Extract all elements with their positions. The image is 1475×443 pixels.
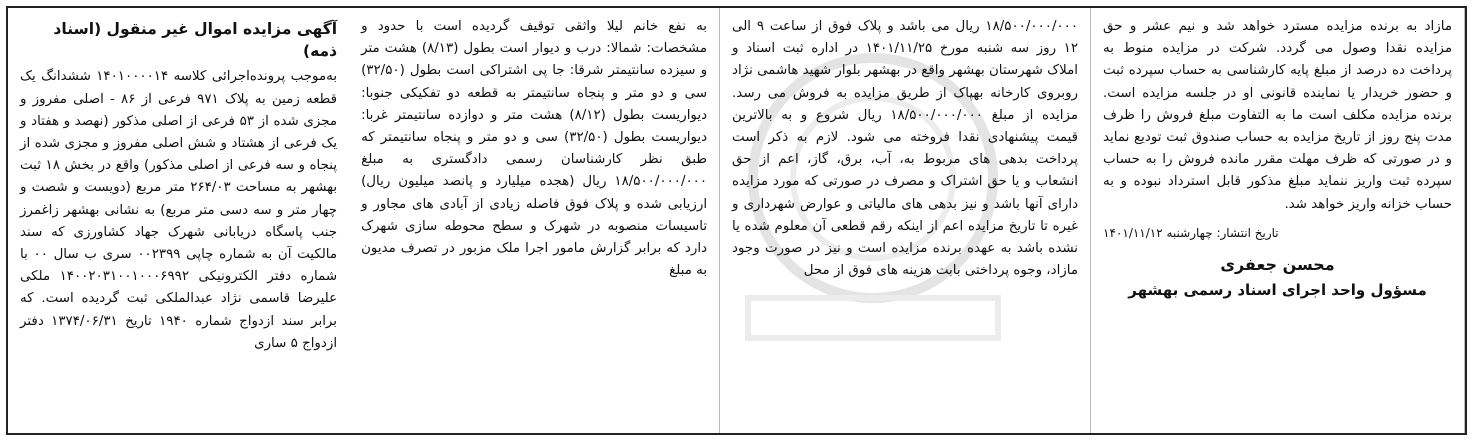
notice-columns bbox=[8, 8, 1465, 433]
signature-block bbox=[1103, 252, 1452, 302]
signer-name: محسن جعفری bbox=[1220, 255, 1335, 275]
column-2-text: به نفع خانم لیلا واثقی توقیف گردیده است با حدود و مشخصات: شمالا: درب و دیوار است بطول (۸/۱۳) هشت متر و سیزده سانتیمتر شرقا: جا پی اشتراکی است بطول (۳۲/۵۰) سی و دو متر و پنجاه سانتیمتر به قطعه دو تفکیکی جنوبا: دیواریست بطول (۸/۱۲) هشت متر و دوازده سانتیمتر غربا: دیواریست بطول (۳۲/۵۰) سی و دو متر و پنجاه سانتیمتر که طبق نظر کارشناسان رسمی دادگستری به مبلغ ۱۸/۵۰۰/۰۰۰/۰۰۰ ریال (هجده میلیارد و پانصد میلیون ریال) ارزیابی شده و پلاک فوق فاصله زیادی از آبادی های مجاور و تاسیسات منصوبه در شهرک و سطح محوطه سازی شهرک دارد که برابر گزارش مامور اجرا ملک مزبور در تصرف مدیون به مبلغ bbox=[361, 19, 708, 279]
column-4-text: مازاد به برنده مزایده مسترد خواهد شد و نیم عشر و حق مزایده نقدا وصول می گردد. شرکت در مزایده منوط به پرداخت ده درصد از مبلغ پایه کارشناسی به حساب سپرده ثبت و حضور خریدار یا نماینده قانونی او در جلسه مزایده است. برنده مزایده مکلف است ما به التفاوت مبلغ فروش را ظرف مدت پنج روز از تاریخ مزایده به حساب صندوق ثبت تودیع نماید و در صورتی که ظرف مهلت مقرر مانده فروش را به حساب سپرده ثبت واریز ننماید مبلغ مذکور قابل استرداد نبوده و به حساب خزانه واریز خواهد شد. bbox=[1103, 19, 1452, 212]
column-3 bbox=[720, 8, 1091, 433]
column-1 bbox=[8, 8, 349, 433]
column-3-text: ۱۸/۵۰۰/۰۰۰/۰۰۰ ریال می باشد و پلاک فوق از ساعت ۹ الی ۱۲ روز سه شنبه مورخ ۱۴۰۱/۱۱/۲۵ در اداره ثبت اسناد و املاک شهرستان بهشهر واقع در بهشهر بلوار شهید هاشمی نژاد روبروی کارخانه بهپاک از طریق مزایده به فروش می رسد. مزایده از مبلغ ۱۸/۵۰۰/۰۰۰/۰۰۰ ریال شروع و به بالاترین قیمت پیشنهادی نقدا فروخته می شود. لازم به ذکر است پرداخت بدهی های مربوط به، آب، برق، گاز، اعم از حق انشعاب و یا حق اشتراک و مصرف در صورتی که مورد مزایده دارای آنها باشد و نیز بدهی های مالیاتی و عوارض شهرداری و غیره تا تاریخ مزایده اعم از اینکه رقم قطعی آن معلوم شده یا نشده باشد به عهده برنده مزایده است و نیز در صورت وجود مازاد، وجوه پرداختی بابت هزینه های فوق از محل bbox=[732, 19, 1079, 279]
column-1-text: به‌موجب پرونده‌اجرائی کلاسه ۱۴۰۱۰۰۰۰۱۴ ششدانگ یک قطعه زمین به پلاک ۹۷۱ فرعی از ۸۶ - اصلی مفروز و مجزی شده از ۵۳ فرعی از اصلی مذکور (نهصد و هفتاد و یک فرعی از هشتاد و شش اصلی مفروز و مجزی شده از پنجاه و سه فرعی از اصلی مذکور) واقع در بخش ۱۸ ثبت بهشهر به مساحت ۲۶۴/۰۳ متر مربع (دویست و شصت و چهار متر و سه دسی متر مربع) به نشانی بهشهر زاغمرز جنب پاسگاه دریابانی شهرک جهاد کشاورزی که سند مالکیت آن به شماره چاپی ۰۰۲۳۹۹ سری ب سال ۰۰ با شماره دفتر الکترونیکی ۱۴۰۰۲۰۳۱۰۰۱۰۰۰۶۹۹۲ ملکی علیرضا قاسمی نژاد عبدالملکی ثبت گردیده است. که برابر سند ازدواج شماره ۱۹۴۰ تاریخ ۱۳۷۴/۰۶/۳۱ دفتر ازدواج ۵ ساری bbox=[20, 69, 338, 351]
signer-title: مسؤول واحد اجرای اسناد رسمی بهشهر bbox=[1128, 281, 1427, 300]
publish-date: تاریخ انتشار: چهارشنبه ۱۴۰۱/۱۱/۱۲ bbox=[1103, 225, 1279, 240]
notice-frame bbox=[6, 6, 1467, 435]
column-4 bbox=[1091, 8, 1465, 433]
notice-title: آگهی مزایده اموال غیر منقول (اسناد ذمه) bbox=[53, 20, 338, 61]
column-2 bbox=[349, 8, 720, 433]
